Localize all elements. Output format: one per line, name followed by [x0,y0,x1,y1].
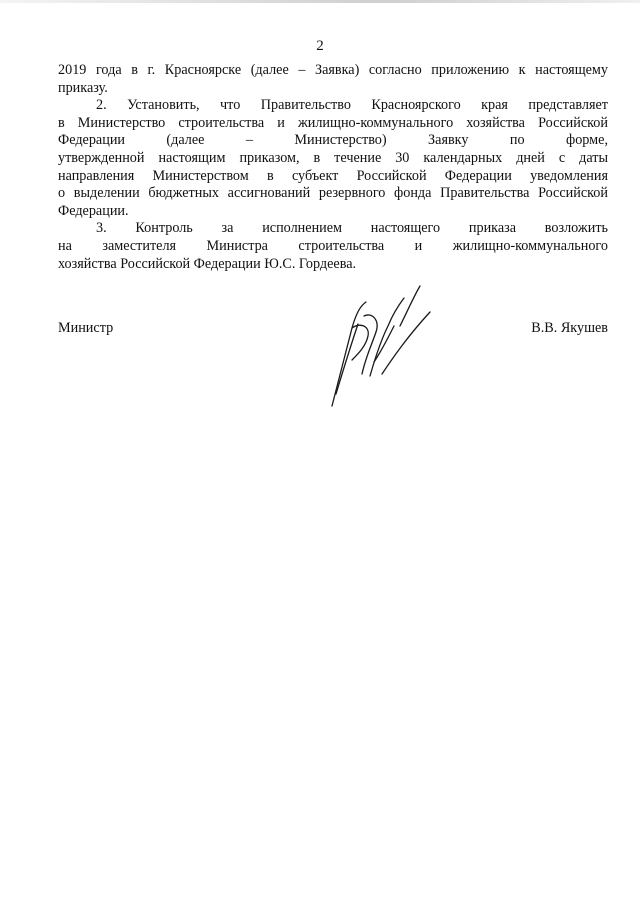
text-line: направления Министерством в субъект Российской Федерации уведомления [58,167,608,184]
text-line: 2. Установить, что Правительство Красноярского края представляет [96,97,608,114]
text-line: утвержденной настоящим приказом, в течение 30 календарных дней с даты [58,149,608,166]
text-line: хозяйства Российской Федерации Ю.С. Гордеева. [58,255,357,272]
text-line: Федерации. [58,202,129,219]
text-line: 2019 года в г. Красноярске (далее – Заявка) согласно приложению к настоящему [58,62,608,78]
signer-title: Министр [58,320,114,336]
text-line: на заместителя Министра строительства и жилищно-коммунального [58,237,608,254]
text-line: приказу. [58,79,108,96]
paragraph-continuation [58,62,608,97]
scan-top-edge [0,0,640,3]
text-line: Федерации (далее – Министерство) Заявку по форме, [58,132,608,149]
text-line: 3. Контроль за исполнением настоящего приказа возложить [96,220,608,237]
document-body [58,62,608,273]
page-number: 2 [316,38,324,54]
signer-name: В.В. Якушев [531,320,608,336]
text-line: в Министерство строительства и жилищно-коммунального хозяйства Российской [58,114,608,131]
handwritten-signature [322,282,442,412]
text-line: о выделении бюджетных ассигнований резервного фонда Правительства Российской [58,185,608,202]
paragraph-item-3 [58,220,608,273]
paragraph-item-2 [58,97,608,220]
